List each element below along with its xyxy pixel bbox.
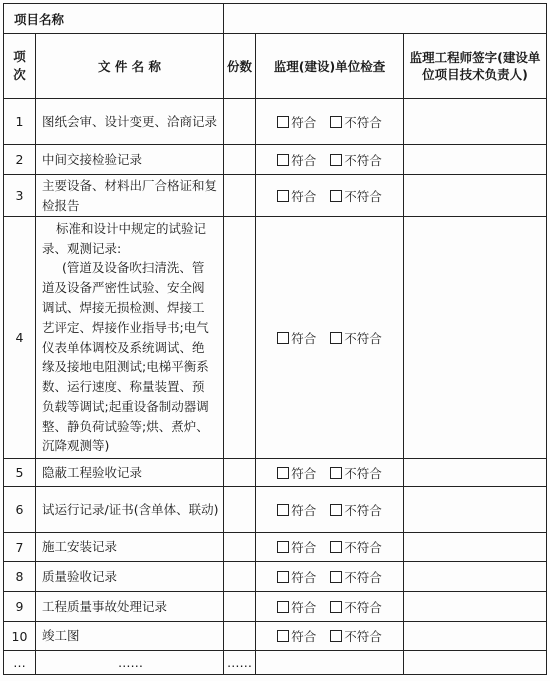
- conform-checkbox[interactable]: [277, 154, 289, 166]
- row-no: …: [4, 651, 36, 675]
- row-copies: ……: [224, 651, 256, 675]
- conform-label: 符合: [291, 569, 317, 585]
- row-copies: [224, 217, 256, 459]
- row-sign: [404, 145, 547, 175]
- table-row: [4, 533, 547, 562]
- row-sign: [404, 217, 547, 459]
- document-table: [3, 3, 547, 675]
- row-check-cell: [256, 651, 404, 675]
- row-sign: [404, 622, 547, 651]
- not-conform-checkbox[interactable]: [330, 504, 342, 516]
- conform-checkbox[interactable]: [277, 332, 289, 344]
- conform-checkbox[interactable]: [277, 571, 289, 583]
- conform-label: 符合: [291, 599, 317, 615]
- row-copies: [224, 145, 256, 175]
- row-check-cell: [256, 592, 404, 622]
- row-sign: [404, 99, 547, 145]
- not-conform-label: 不符合: [344, 114, 382, 130]
- not-conform-label: 不符合: [344, 629, 382, 644]
- row-check-cell: [256, 562, 404, 592]
- row-check-cell: [256, 175, 404, 217]
- table-row: [4, 99, 547, 145]
- table-row: [4, 562, 547, 592]
- header-check: 监理(建设)单位检查: [256, 34, 404, 99]
- header-no: [4, 34, 36, 99]
- conform-checkbox[interactable]: [277, 601, 289, 613]
- conform-checkbox[interactable]: [277, 116, 289, 128]
- row-file-name: 主要设备、材料出厂合格证和复检报告: [36, 175, 224, 217]
- row-file-name: [36, 217, 224, 459]
- not-conform-checkbox[interactable]: [330, 630, 342, 642]
- conform-checkbox[interactable]: [277, 504, 289, 516]
- table-row: [4, 145, 547, 175]
- row-copies: [224, 459, 256, 487]
- not-conform-label: 不符合: [344, 502, 382, 518]
- conform-label: 符合: [291, 465, 317, 481]
- row-check-cell: [256, 487, 404, 533]
- not-conform-checkbox[interactable]: [330, 467, 342, 479]
- row-no: 4: [4, 217, 36, 459]
- row-check-cell: [256, 459, 404, 487]
- table-row: [4, 487, 547, 533]
- conform-label: 符合: [291, 188, 317, 204]
- row-file-name: 工程质量事故处理记录: [36, 592, 224, 622]
- row-copies: [224, 622, 256, 651]
- row-no: 8: [4, 562, 36, 592]
- conform-label: 符合: [291, 330, 317, 346]
- row-file-name: 质量验收记录: [36, 562, 224, 592]
- header-sign: 监理工程师签字(建设单位项目技术负责人): [404, 34, 547, 99]
- table-row: [4, 217, 547, 459]
- not-conform-checkbox[interactable]: [330, 116, 342, 128]
- row-sign: [404, 562, 547, 592]
- row-file-name: 图纸会审、设计变更、洽商记录: [36, 99, 224, 145]
- row-no: 3: [4, 175, 36, 217]
- not-conform-label: 不符合: [344, 465, 382, 481]
- row-check-cell: [256, 622, 404, 651]
- row-sign: [404, 651, 547, 675]
- conform-label: 符合: [291, 540, 317, 555]
- row-sign: [404, 487, 547, 533]
- header-file-name: 文 件 名 称: [36, 34, 224, 99]
- not-conform-checkbox[interactable]: [330, 190, 342, 202]
- not-conform-checkbox[interactable]: [330, 332, 342, 344]
- not-conform-checkbox[interactable]: [330, 571, 342, 583]
- row-sign: [404, 533, 547, 562]
- header-row: [4, 34, 547, 99]
- row-sign: [404, 592, 547, 622]
- not-conform-label: 不符合: [344, 152, 382, 168]
- row-check-cell: [256, 145, 404, 175]
- conform-checkbox[interactable]: [277, 467, 289, 479]
- not-conform-checkbox[interactable]: [330, 541, 342, 553]
- row-no: 6: [4, 487, 36, 533]
- project-name-label: 项目名称: [4, 4, 224, 34]
- row-file-name: 试运行记录/证书(含单体、联动): [36, 487, 224, 533]
- conform-checkbox[interactable]: [277, 190, 289, 202]
- row-sign: [404, 175, 547, 217]
- conform-label: 符合: [291, 502, 317, 518]
- row-no: 7: [4, 533, 36, 562]
- header-copies: 份数: [224, 34, 256, 99]
- project-name-row: [4, 4, 547, 34]
- row-copies: [224, 175, 256, 217]
- header-no-text: 项次: [13, 49, 26, 82]
- row-copies: [224, 533, 256, 562]
- row-no: 9: [4, 592, 36, 622]
- not-conform-checkbox[interactable]: [330, 154, 342, 166]
- row-no: 2: [4, 145, 36, 175]
- row-check-cell: [256, 217, 404, 459]
- not-conform-label: 不符合: [344, 569, 382, 585]
- table-row: [4, 459, 547, 487]
- row-copies: [224, 592, 256, 622]
- not-conform-label: 不符合: [344, 330, 382, 346]
- row-copies: [224, 99, 256, 145]
- row-no: 10: [4, 622, 36, 651]
- not-conform-label: 不符合: [344, 188, 382, 204]
- conform-checkbox[interactable]: [277, 630, 289, 642]
- project-name-value: [224, 4, 547, 34]
- row-file-name-main: 标准和设计中规定的试验记录、观测记录:: [42, 220, 207, 256]
- row-no: 5: [4, 459, 36, 487]
- row-file-name: 中间交接检验记录: [36, 145, 224, 175]
- not-conform-label: 不符合: [344, 540, 382, 555]
- conform-label: 符合: [291, 629, 317, 644]
- row-copies: [224, 562, 256, 592]
- row-file-name: ……: [36, 651, 224, 675]
- row-file-name-detail: (管道及设备吹扫清洗、管道及设备严密性试验、安全阀调试、焊接无损检测、焊接工艺评定、焊接作业指导书;电气仪表单体调校及系统调试、绝缘及接地电阻测试;电梯平衡系数、运行速度、称量装置、预负载等调试;起重设备制动器调整、静负荷试验等;烘、煮炉、沉降观测等): [42, 260, 209, 454]
- row-check-cell: [256, 99, 404, 145]
- table-row: [4, 592, 547, 622]
- row-sign: [404, 459, 547, 487]
- not-conform-checkbox[interactable]: [330, 601, 342, 613]
- row-file-name: 隐蔽工程验收记录: [36, 459, 224, 487]
- row-file-name: 施工安装记录: [36, 533, 224, 562]
- row-file-name: 竣工图: [36, 622, 224, 651]
- conform-label: 符合: [291, 152, 317, 168]
- conform-label: 符合: [291, 114, 317, 130]
- table-row: [4, 622, 547, 651]
- table-row-ellipsis: [4, 651, 547, 675]
- row-copies: [224, 487, 256, 533]
- conform-checkbox[interactable]: [277, 541, 289, 553]
- not-conform-label: 不符合: [344, 599, 382, 615]
- row-no: 1: [4, 99, 36, 145]
- row-check-cell: [256, 533, 404, 562]
- table-row: [4, 175, 547, 217]
